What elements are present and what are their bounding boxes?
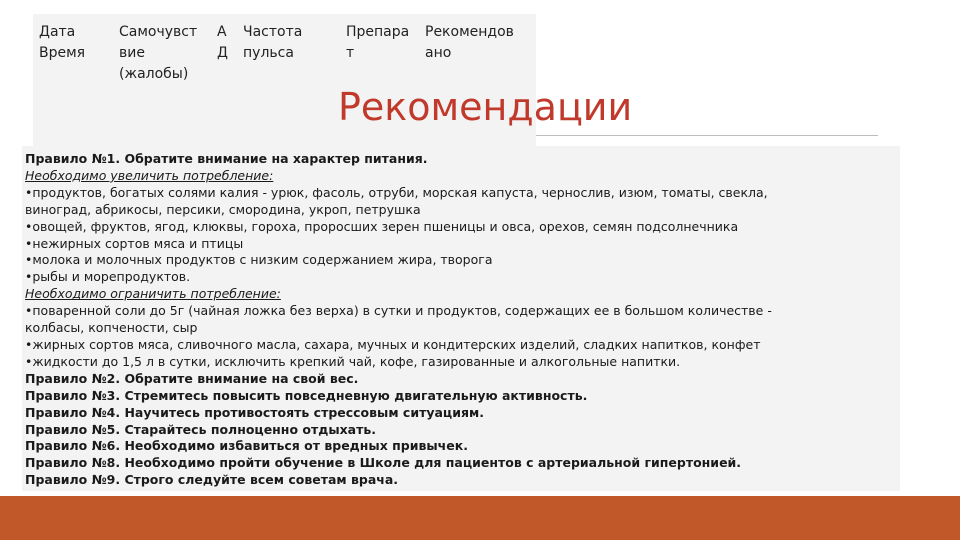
page-title: Рекомендации [338,85,633,129]
content-line: •поваренной соли до 5г (чайная ложка без верха) в сутки и продуктов, содержащих ее в большом количестве - [25,303,772,319]
recommendations-panel [22,146,900,491]
content-line: •продуктов, богатых солями калия - урюк, фасоль, отруби, морская капуста, чернослив, изюм, томаты, свекла, [25,184,768,200]
content-line: •овощей, фруктов, ягод, клюквы, гороха, проросших зерен пшеницы и овса, орехов, семян подсолнечника [25,218,739,234]
header-wellbeing: Самочувст вие (жалобы) [119,24,198,82]
content-line: •жидкости до 1,5 л в сутки, исключить крепкий чай, кофе, газированные и алкогольные напитки. [25,353,681,369]
content-line: виноград, абрикосы, персики, смородина, укроп, петрушка [25,201,421,217]
content-line: Правило №4. Научитесь противостоять стрессовым ситуациям. [25,404,484,420]
header-pulse-rate: Частота пульса [243,24,303,61]
content-line: Необходимо увеличить потребление: [25,167,274,183]
footer-bar [0,496,960,540]
header-drug: Препара т [346,24,410,61]
content-line: Правило №5. Старайтесь полноценно отдыхать. [25,421,377,437]
content-line: Правило №6. Необходимо избавиться от вредных привычек. [25,438,468,454]
content-line: Правило №1. Обратите внимание на характер питания. [25,151,428,166]
header-recommended: Рекомендов ано [425,24,514,61]
content-line: Правило №8. Необходимо пройти обучение в Школе для пациентов с артериальной гипертонией. [25,455,742,471]
content-line: •рыбы и морепродуктов. [25,269,191,285]
recommendations-text [25,151,899,489]
content-line: •молока и молочных продуктов с низким содержанием жира, творога [25,252,493,268]
content-line: Необходимо ограничить потребление: [25,286,281,302]
content-line: Правило №3. Стремитесь повысить повседневную двигательную активность. [25,387,588,403]
content-line: •нежирных сортов мяса и птицы [25,235,244,251]
header-date-time: Дата Время [39,24,86,61]
content-line: Правило №9. Строго следуйте всем советам врача. [25,472,399,488]
content-line: Правило №2. Обратите внимание на свой вес. [25,370,359,386]
content-line: колбасы, копчености, сыр [25,320,198,336]
content-line: •жирных сортов мяса, сливочного масла, сахара, мучных и кондитерских изделий, сладких напитков, конфет [25,336,761,352]
header-blood-pressure: А Д [217,24,228,61]
title-underline [536,135,878,136]
